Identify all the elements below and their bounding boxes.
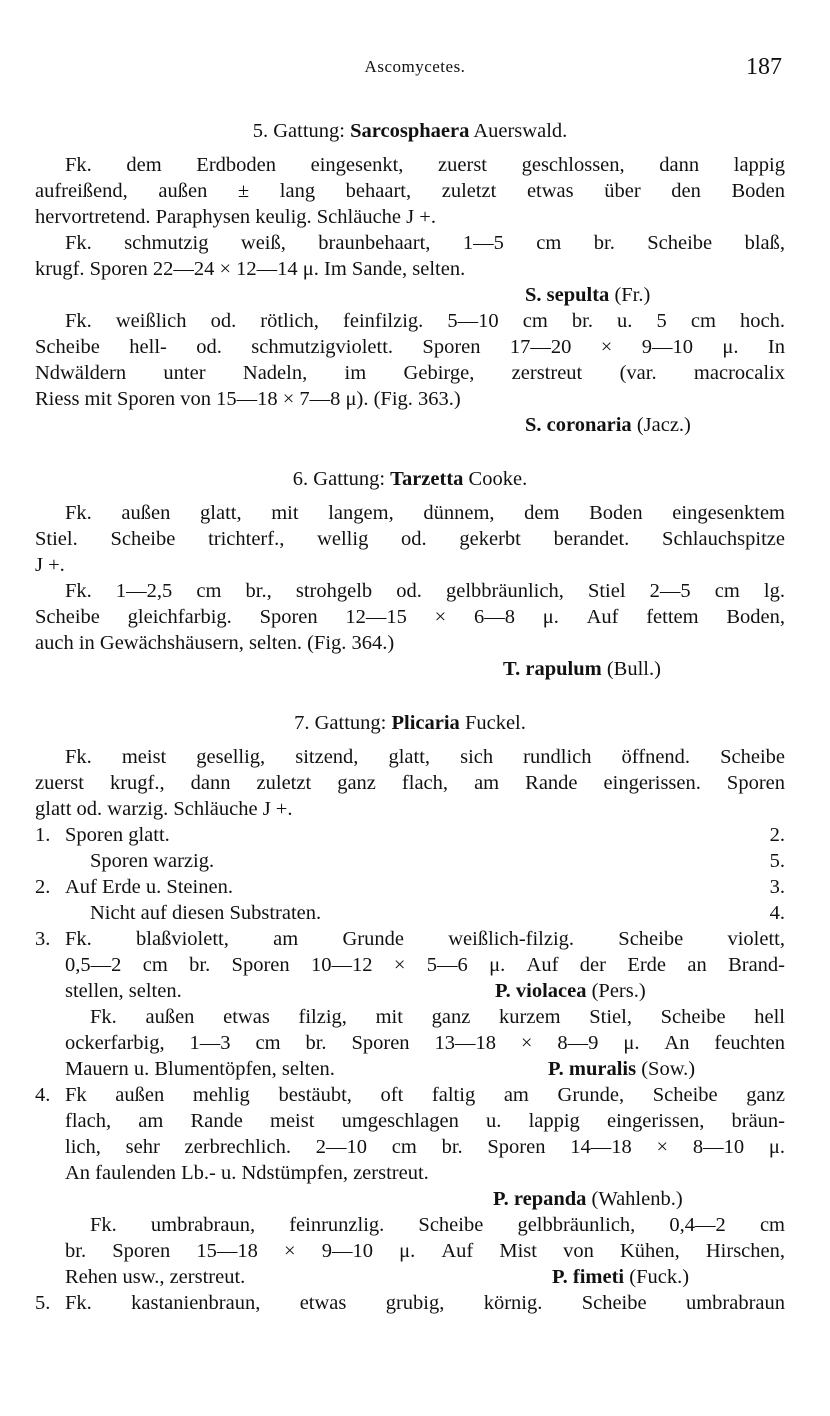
text-line: auch in Gewächshäusern, selten. (Fig. 364.) bbox=[35, 632, 395, 654]
species-name: P. repanda bbox=[493, 1188, 587, 1210]
text-line: Fk außen mehlig bestäubt, oft faltig am Grunde, Scheibe ganz bbox=[65, 1084, 785, 1106]
heading-prefix: 7. Gattung: bbox=[294, 712, 387, 734]
text-line: br. Sporen 15—18 × 9—10 μ. Auf Mist von Kühen, Hirschen, bbox=[65, 1240, 785, 1262]
text-line: J +. bbox=[35, 554, 65, 576]
genus-name: Plicaria bbox=[391, 712, 460, 734]
species-name: S. sepulta bbox=[525, 284, 610, 306]
species-name-line bbox=[493, 1186, 785, 1212]
species-author: (Sow.) bbox=[641, 1058, 696, 1080]
text-line: Ndwäldern unter Nadeln, im Gebirge, zerstreut (var. macrocalix bbox=[35, 362, 785, 384]
key-text: Auf Erde u. Steinen. bbox=[65, 876, 233, 898]
text-line: hervortretend. Paraphysen keulig. Schläuche J +. bbox=[35, 206, 436, 228]
species-author: (Fuck.) bbox=[629, 1266, 690, 1288]
text-line: aufreißend, außen ± lang behaart, zuletzt etwas über den Boden bbox=[35, 180, 785, 202]
key-number: 3. bbox=[35, 928, 51, 950]
heading-prefix: 5. Gattung: bbox=[252, 120, 345, 142]
key-ref: 4. bbox=[769, 902, 785, 924]
species-author: (Pers.) bbox=[591, 980, 646, 1002]
heading-prefix: 6. Gattung: bbox=[292, 468, 386, 490]
text-line: Fk. dem Erdboden eingesenkt, zuerst geschlossen, dann lappig bbox=[65, 154, 785, 176]
key-number: 4. bbox=[35, 1084, 51, 1106]
species-name: P. violacea bbox=[495, 980, 587, 1002]
text-line: lich, sehr zerbrechlich. 2—10 cm br. Sporen 14—18 × 8—10 μ. bbox=[65, 1136, 785, 1158]
key-ref: 3. bbox=[769, 876, 785, 898]
text-line: Fk. außen etwas filzig, mit ganz kurzem Stiel, Scheibe hell bbox=[90, 1006, 785, 1028]
key-text: Nicht auf diesen Substraten. bbox=[90, 902, 322, 924]
key-text: Sporen glatt. bbox=[65, 824, 170, 846]
text-line: Rehen usw., zerstreut. bbox=[65, 1266, 246, 1288]
genus-author: Cooke. bbox=[468, 468, 528, 490]
species-name-line bbox=[552, 1264, 785, 1290]
text-line: 0,5—2 cm br. Sporen 10—12 × 5—6 μ. Auf der Erde an Brand- bbox=[65, 954, 785, 976]
genus-author: Fuckel. bbox=[464, 712, 526, 734]
text-line: glatt od. warzig. Schläuche J +. bbox=[35, 798, 293, 820]
text-line: Scheibe gleichfarbig. Sporen 12—15 × 6—8 μ. Auf fettem Boden, bbox=[35, 606, 785, 628]
running-title: Ascomycetes. bbox=[364, 57, 466, 76]
text-line: Scheibe hell- od. schmutzigviolett. Sporen 17—20 × 9—10 μ. In bbox=[35, 336, 785, 358]
species-name: S. coronaria bbox=[525, 414, 632, 436]
text-line: krugf. Sporen 22—24 × 12—14 μ. Im Sande, selten. bbox=[35, 258, 466, 280]
species-name: T. rapulum bbox=[503, 658, 602, 680]
species-name-line bbox=[503, 656, 785, 682]
text-line: Fk. blaßviolett, am Grunde weißlich-filzig. Scheibe violett, bbox=[65, 928, 785, 950]
key-number: 2. bbox=[35, 876, 51, 898]
key-ref: 5. bbox=[769, 850, 785, 872]
species-name-line bbox=[525, 412, 785, 438]
text-line: Mauern u. Blumentöpfen, selten. bbox=[65, 1058, 335, 1080]
text-line: ockerfarbig, 1—3 cm br. Sporen 13—18 × 8—9 μ. An feuchten bbox=[65, 1032, 785, 1054]
species-author: (Fr.) bbox=[614, 284, 651, 306]
genus-name: Sarcosphaera bbox=[350, 120, 470, 142]
species-author: (Bull.) bbox=[606, 658, 661, 680]
key-number: 1. bbox=[35, 824, 51, 846]
text-line: Fk. meist gesellig, sitzend, glatt, sich rundlich öffnend. Scheibe bbox=[65, 746, 785, 768]
text-line: Riess mit Sporen von 15—18 × 7—8 μ). (Fig. 363.) bbox=[35, 388, 461, 410]
text-line: stellen, selten. bbox=[65, 980, 182, 1002]
species-author: (Jacz.) bbox=[636, 414, 691, 436]
genus-author: Auerswald. bbox=[473, 120, 568, 142]
page-number: 187 bbox=[746, 54, 782, 80]
text-line: Fk. außen glatt, mit langem, dünnem, dem Boden eingesenktem bbox=[65, 502, 785, 524]
genus-heading-plicaria bbox=[35, 710, 785, 736]
text-line: Fk. 1—2,5 cm br., strohgelb od. gelbbräunlich, Stiel 2—5 cm lg. bbox=[65, 580, 785, 602]
genus-name: Tarzetta bbox=[390, 468, 464, 490]
species-author: (Wahlenb.) bbox=[591, 1188, 683, 1210]
key-number: 5. bbox=[35, 1292, 51, 1314]
text-line: Fk. umbrabraun, feinrunzlig. Scheibe gelbbräunlich, 0,4—2 cm bbox=[90, 1214, 785, 1236]
species-name: P. fimeti bbox=[552, 1266, 625, 1288]
species-name-line bbox=[495, 978, 785, 1004]
species-name-line bbox=[548, 1056, 785, 1082]
species-name-line bbox=[525, 282, 785, 308]
text-line: Stiel. Scheibe trichterf., wellig od. gekerbt berandet. Schlauchspitze bbox=[35, 528, 785, 550]
key-text: Sporen warzig. bbox=[90, 850, 215, 872]
text-line: zuerst krugf., dann zuletzt ganz flach, am Rande eingerissen. Sporen bbox=[35, 772, 785, 794]
text-line: Fk. schmutzig weiß, braunbehaart, 1—5 cm br. Scheibe blaß, bbox=[65, 232, 785, 254]
key-ref: 2. bbox=[769, 824, 785, 846]
species-name: P. muralis bbox=[548, 1058, 637, 1080]
text-line: An faulenden Lb.- u. Ndstümpfen, zerstreut. bbox=[65, 1162, 429, 1184]
text-line: Fk. kastanienbraun, etwas grubig, körnig. Scheibe umbrabraun bbox=[65, 1292, 785, 1314]
text-line: flach, am Rande meist umgeschlagen u. lappig eingerissen, bräun- bbox=[65, 1110, 785, 1132]
genus-heading-tarzetta bbox=[35, 466, 785, 492]
text-line: Fk. weißlich od. rötlich, feinfilzig. 5—10 cm br. u. 5 cm hoch. bbox=[65, 310, 785, 332]
genus-heading-sarcosphaera bbox=[35, 118, 785, 144]
